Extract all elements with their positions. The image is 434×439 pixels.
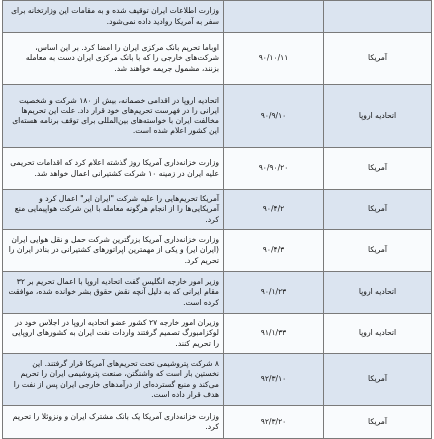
date-cell: ۹۱/۱/۳۳ bbox=[224, 314, 324, 354]
description-cell: آمریکا تحریم‌هایی را علیه شرکت "ایران ایر" اعمال کرد و آمریکایی‌ها را از انجام هرگونه معامله با این شرکت هواپیمایی منع کرد. bbox=[3, 190, 224, 230]
table-row bbox=[3, 272, 432, 314]
description-cell: وزارت خزانه‌داری آمریکا روز گذشته اعلام کرد که اقدامات تحریمی علیه ایران در زمینه ۱۰ شرکت کشتیرانی اعمال خواهد شد. bbox=[3, 148, 224, 190]
description-cell: وزیر امور خارجه انگلیس گفت اتحادیه اروپا با اعمال تحریم بر ۳۲ مقام ایرانی که به دلیل آنچه نقض حقوق بشر خوانده شده، موافقت کرده است. bbox=[3, 272, 224, 314]
date-cell: ۹۰/۴/۳ bbox=[224, 230, 324, 272]
country-cell: آمریکا bbox=[324, 230, 432, 272]
date-cell: ۹۰/۱۰/۱۱ bbox=[224, 33, 324, 85]
date-cell: ۹۰/۹/۱۰ bbox=[224, 85, 324, 148]
table-row bbox=[3, 354, 432, 406]
date-cell: ۹۰/۴/۲ bbox=[224, 190, 324, 230]
date-cell: ۹۰/۹۰/۲۰ bbox=[224, 148, 324, 190]
table-row bbox=[3, 1, 432, 33]
table-row bbox=[3, 406, 432, 439]
table-row bbox=[3, 33, 432, 85]
country-cell: آمریکا bbox=[324, 190, 432, 230]
table-row bbox=[3, 230, 432, 272]
country-cell bbox=[324, 1, 432, 33]
date-cell bbox=[224, 1, 324, 33]
description-cell: ۸ شرکت پتروشیمی تحت تحریم‌های آمریکا قرار گرفتند. این نخستین بار است که واشنگتن، صنعت پتروشیمی ایران را تحریم می‌کند و منبع گسترده‌ای از درآمدهای خارجی ایران پس از نفت را هدف قرار داده است. bbox=[3, 354, 224, 406]
table-row bbox=[3, 85, 432, 148]
country-cell: آمریکا bbox=[324, 406, 432, 439]
description-cell: اتحادیه اروپا در اقدامی خصمانه، بیش از ۱۸۰ شرکت و شخصیت ایرانی را در فهرست تحریم‌های خود قرار داد. علت این تحریم‌ها مخالفت ایران با خواسته‌های بین‌المللی برای توقف برنامه هسته‌ای این کشور اعلام شده است. bbox=[3, 85, 224, 148]
description-cell: وزارت خزانه‌داری آمریکا یک بانک مشترک ایران و ونزوئلا را تحریم کرد. bbox=[3, 406, 224, 439]
country-cell: اتحادیه اروپا bbox=[324, 314, 432, 354]
country-cell: آمریکا bbox=[324, 33, 432, 85]
description-cell: اوباما تحریم بانک مرکزی ایران را امضا کرد. بر این اساس، شرکت‌های خارجی را که با بانک مرکزی ایران دست به معامله بزنند، مشمول جریمه خواهند شد. bbox=[3, 33, 224, 85]
table-row bbox=[3, 314, 432, 354]
date-cell: ۹۰/۱/۲۳ bbox=[224, 272, 324, 314]
date-cell: ۹۲/۳/۲۰ bbox=[224, 406, 324, 439]
sanctions-table-body bbox=[3, 1, 432, 439]
table-row bbox=[3, 148, 432, 190]
country-cell: آمریکا bbox=[324, 354, 432, 406]
country-cell: اتحادیه اروپا bbox=[324, 272, 432, 314]
description-cell: وزیران امور خارجه ۲۷ کشور عضو اتحادیه اروپا در اجلاس خود در لوکزامبورگ تصمیم گرفتند واردات نفت ایران به کشورهای اروپایی را تحریم کنند. bbox=[3, 314, 224, 354]
table-row bbox=[3, 190, 432, 230]
country-cell: اتحادیه اروپا bbox=[324, 85, 432, 148]
sanctions-table bbox=[2, 0, 432, 439]
country-cell: آمریکا bbox=[324, 148, 432, 190]
description-cell: وزارت اطلاعات ایران توقیف شده و به مقامات این وزارتخانه برای سفر به آمریکا روادید داده نمی‌شود. bbox=[3, 1, 224, 33]
date-cell: ۹۲/۳/۱۰ bbox=[224, 354, 324, 406]
description-cell: وزارت خزانه‌داری آمریکا بزرگترین شرکت حمل و نقل هوایی ایران (ایران ایر) و یکی از مهمترین اپراتورهای کشتیرانی در بنادر ایران را تحریم کرد. bbox=[3, 230, 224, 272]
